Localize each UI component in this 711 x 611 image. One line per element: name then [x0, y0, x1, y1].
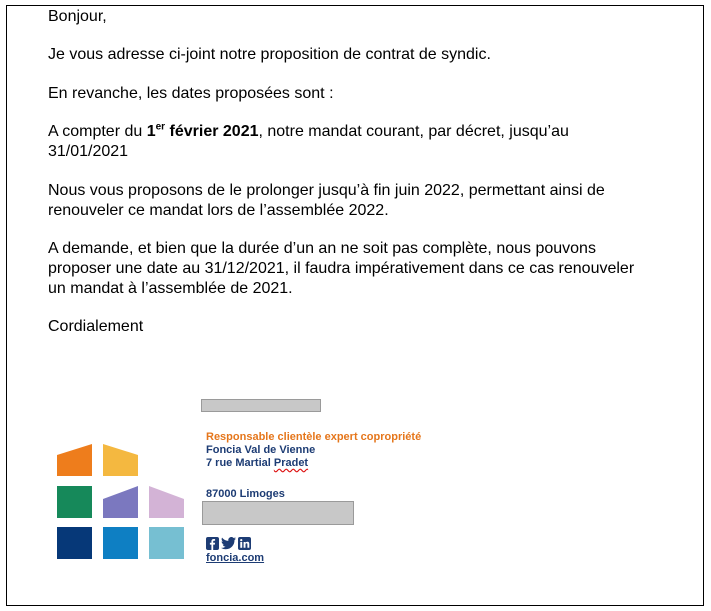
paragraph-extension-line2: renouveler ce mandat lors de l’assemblée 2022. [48, 202, 389, 219]
linkedin-icon[interactable] [238, 537, 251, 550]
website-link[interactable]: foncia.com [206, 552, 265, 564]
redacted-phone-bar [202, 501, 354, 525]
paragraph-dates-intro: En revanche, les dates proposées sont : [48, 85, 334, 102]
logo-tile-green [57, 486, 92, 518]
redacted-name-bar [201, 399, 321, 412]
twitter-icon[interactable] [221, 537, 236, 550]
paragraph-start-date-line2: 31/01/2021 [48, 143, 129, 160]
logo-tile-blue [103, 527, 138, 559]
signature-city: 87000 Limoges [206, 488, 285, 500]
signature-street: 7 rue Martial Pradet [206, 457, 309, 469]
paragraph-option-line1: A demande, et bien que la durée d’un an ne soit pas complète, nous pouvons [48, 240, 596, 257]
social-links [206, 537, 251, 550]
paragraph-extension-line1: Nous vous proposons de le prolonger jusqu’à fin juin 2022, permettant ainsi de [48, 182, 605, 199]
logo-tile-purple [103, 486, 138, 518]
greeting: Bonjour, [48, 8, 107, 25]
paragraph-option-line2: proposer une date au 31/12/2021, il faudra impérativement dans ce cas renouveler [48, 260, 635, 277]
paragraph-option-line3: un mandat à l’assemblée de 2021. [48, 280, 293, 297]
facebook-icon[interactable] [206, 537, 219, 550]
logo-tile-yellow [103, 444, 138, 476]
logo-tile-pink [149, 486, 184, 518]
signature-company: Foncia Val de Vienne [206, 444, 316, 456]
logo-tile-light-blue [149, 527, 184, 559]
logo-tile-orange [57, 444, 92, 476]
signature-role: Responsable clientèle expert copropriété [206, 431, 422, 443]
paragraph-start-date: A compter du 1er février 2021, notre mandat courant, par décret, jusqu’au [48, 121, 569, 140]
paragraph-intro: Je vous adresse ci-joint notre proposition de contrat de syndic. [48, 46, 491, 63]
closing: Cordialement [48, 318, 144, 335]
logo-tile-navy [57, 527, 92, 559]
